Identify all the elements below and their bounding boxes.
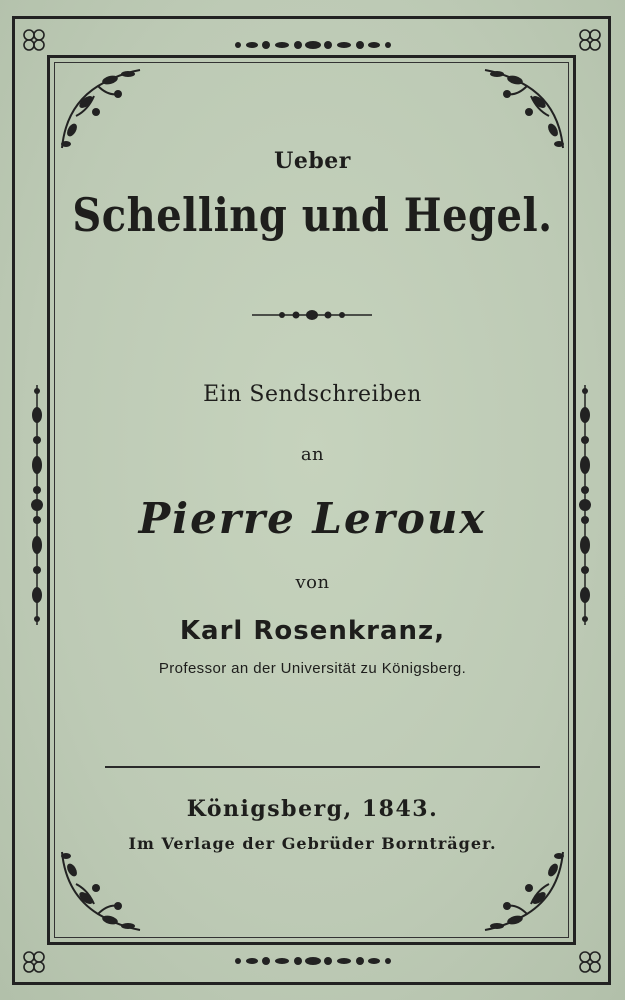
corner-vine-ornament-top-left <box>58 66 144 152</box>
corner-vine-ornament-top-right <box>481 66 567 152</box>
border-vine-ornament-bottom <box>232 954 394 968</box>
border-vine-ornament-top <box>232 38 394 52</box>
knot-ornament-top-right <box>578 28 602 52</box>
corner-vine-ornament-bottom-left <box>58 848 144 934</box>
knot-ornament-bottom-left <box>22 950 46 974</box>
publisher: Im Verlage der Gebrüder Bornträger. <box>128 834 497 853</box>
place-year: Königsberg, 1843. <box>186 796 439 822</box>
author-affiliation: Professor an der Universität zu Königsberg. <box>158 660 467 677</box>
addressee: Pierre Leroux <box>138 494 487 543</box>
pre-title: Ueber <box>274 148 351 174</box>
author: Karl Rosenkranz, <box>179 616 446 646</box>
knot-ornament-bottom-right <box>578 950 602 974</box>
main-title: Schelling und Hegel. <box>72 188 553 243</box>
connector-an: an <box>300 444 325 465</box>
center-divider-ornament <box>252 308 372 322</box>
subtitle: Ein Sendschreiben <box>203 382 422 407</box>
divider-rule <box>105 766 540 768</box>
connector-von: von <box>295 572 330 593</box>
knot-ornament-top-left <box>22 28 46 52</box>
corner-vine-ornament-bottom-right <box>481 848 567 934</box>
